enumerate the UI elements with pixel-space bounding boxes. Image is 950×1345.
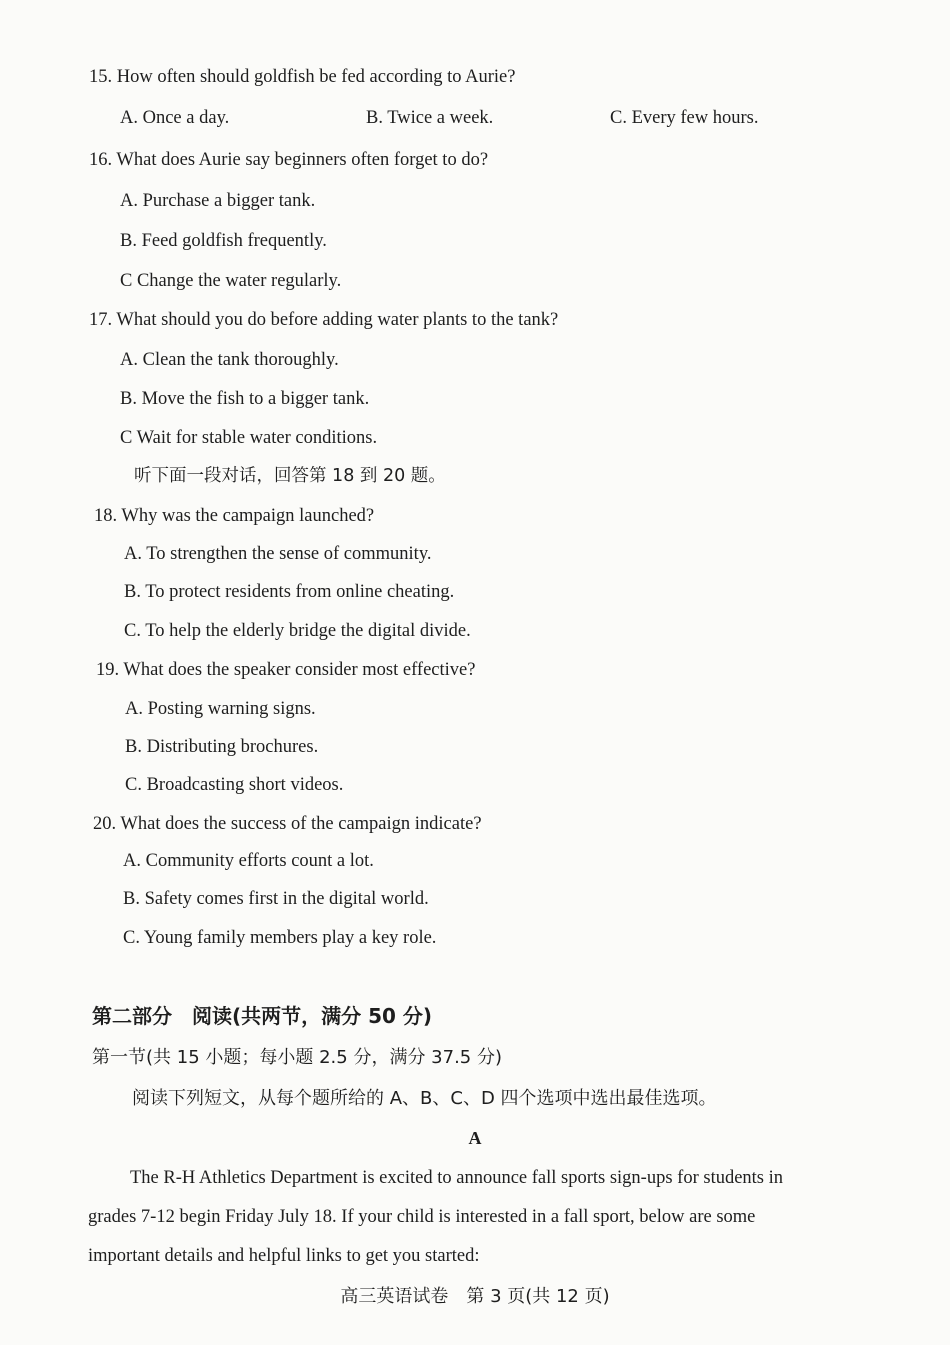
reading-instruction: 阅读下列短文，从每个题所给的 A、B、C、D 四个选项中选出最佳选项。	[132, 1088, 717, 1109]
option-19c: C. Broadcasting short videos.	[125, 775, 344, 795]
option-20b: B. Safety comes first in the digital world.	[123, 889, 429, 909]
option-15b: B. Twice a week.	[366, 108, 494, 128]
question-16: 16. What does Aurie say beginners often forget to do?	[89, 150, 489, 170]
option-16c: C Change the water regularly.	[120, 271, 342, 291]
option-16b: B. Feed goldfish frequently.	[120, 231, 327, 251]
page-footer: 高三英语试卷 第 3 页(共 12 页)	[340, 1286, 610, 1307]
option-17b: B. Move the fish to a bigger tank.	[120, 389, 370, 409]
question-19: 19. What does the speaker consider most effective?	[96, 660, 476, 680]
passage-line-1: The R-H Athletics Department is excited to announce fall sports sign-ups for students in	[130, 1168, 784, 1188]
option-19a: A. Posting warning signs.	[125, 699, 316, 719]
passage-line-2: grades 7-12 begin Friday July 18. If your child is interested in a fall sport, below are some	[88, 1207, 756, 1227]
option-15a: A. Once a day.	[120, 108, 230, 128]
option-20a: A. Community efforts count a lot.	[123, 851, 374, 871]
option-18b: B. To protect residents from online cheating.	[124, 582, 455, 602]
question-18: 18. Why was the campaign launched?	[94, 506, 375, 526]
question-20: 20. What does the success of the campaign indicate?	[93, 814, 482, 834]
passage-letter: A	[468, 1128, 482, 1148]
option-18a: A. To strengthen the sense of community.	[124, 544, 432, 564]
section1-title: 第一节(共 15 小题；每小题 2.5 分，满分 37.5 分)	[92, 1047, 502, 1068]
option-18c: C. To help the elderly bridge the digital divide.	[124, 621, 471, 641]
option-17a: A. Clean the tank thoroughly.	[120, 350, 339, 370]
option-15c: C. Every few hours.	[610, 108, 759, 128]
part2-title: 第二部分 阅读(共两节，满分 50 分)	[92, 1004, 433, 1028]
passage-line-3: important details and helpful links to get you started:	[88, 1246, 480, 1266]
question-15: 15. How often should goldfish be fed according to Aurie?	[89, 67, 516, 87]
option-17c: C Wait for stable water conditions.	[120, 428, 378, 448]
question-17: 17. What should you do before adding water plants to the tank?	[89, 310, 559, 330]
listening-instruction: 听下面一段对话，回答第 18 到 20 题。	[134, 466, 446, 486]
option-19b: B. Distributing brochures.	[125, 737, 319, 757]
option-20c: C. Young family members play a key role.	[123, 928, 437, 948]
option-16a: A. Purchase a bigger tank.	[120, 191, 316, 211]
question-15-options	[120, 108, 820, 130]
